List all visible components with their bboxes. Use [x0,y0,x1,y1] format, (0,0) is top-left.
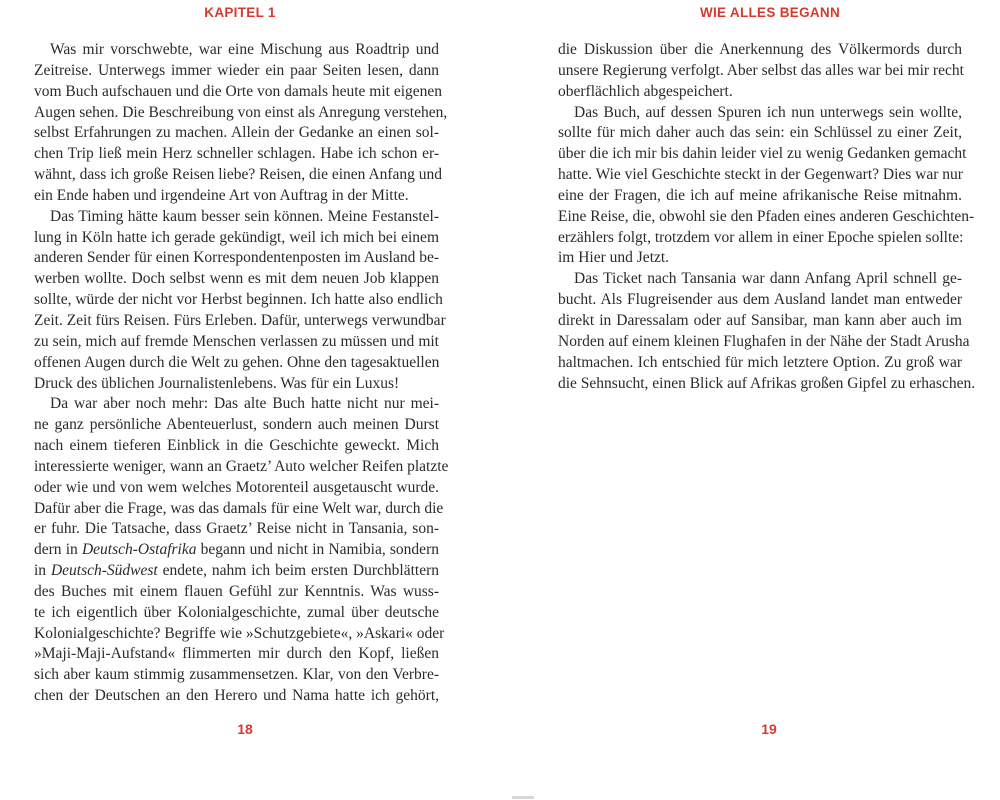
text-line: Was mir vorschwebte, war eine Mischung aus Roadtrip und [50,41,439,58]
paragraph [558,40,962,103]
text-line: nach einem tieferen Einblick in die Geschichte geweckt. Mich [34,437,439,455]
text-line: wähnt, dass ich große Reisen liebe? Reisen, die einen Anfang und [34,166,443,184]
text-line: direkt in Daressalam oder auf Sansibar, man kann aber auch im [558,311,962,329]
text-line: Augen sehen. Die Beschreibung von einst als Anregung verstehen, [34,103,448,121]
text-line: Eine Reise, die, obwohl sie den Pfaden eines anderen Geschichten- [558,207,975,225]
text-line: eine der Fragen, die ich auf meine afrikanische Reise mitnahm. [558,186,962,204]
text-line: erzählers folgt, trotzdem vor allem in einer Epoche spielen sollte: [558,228,964,246]
text-line: zu sein, mich auf fremde Menschen verlassen zu müssen und mit [34,332,439,350]
text-line: chen der Deutschen an den Herero und Nama hatte ich gehört, [34,687,439,705]
text-line: vom Buch aufschauen und die Orte von damals heute mit eigenen [34,82,443,100]
text-line: haltmachen. Ich entschied für mich letztere Option. Zu groß war [558,353,962,371]
text-line: die Sehnsucht, einen Blick auf Afrikas großen Gipfel zu erhaschen. [558,374,976,392]
paragraph [558,269,976,394]
page-number-left: 18 [237,721,253,737]
text-line: Das Buch, auf dessen Spuren ich nun unterwegs sein wollte, [574,103,962,121]
paragraph [34,207,446,395]
page-divider-handle [512,796,534,799]
text-line: hatte. Wie viel Geschichte steckt in der Gegenwart? Dies war nur [558,166,963,184]
text-line: selbst Erfahrungen zu machen. Allein der Gedanke an einen sol- [34,124,439,142]
text-line: dern in Deutsch-Ostafrika begann und nicht in Namibia, sondern [34,541,439,559]
text-line: lung in Köln hatte ich gerade gekündigt, weil ich mich bei einem [34,228,439,246]
text-line: im Hier und Jetzt. [558,249,670,267]
text-line: sich aber kaum stimmig zusammensetzen. Klar, von den Verbre- [34,666,439,684]
text-line: bucht. Als Flugreisender aus dem Ausland landet man entweder [558,291,962,309]
text-line: interessierte weniger, wann an Graetz’ Auto welcher Reifen platzte [34,457,449,475]
text-line: Druck des üblichen Journalistenlebens. Was für ein Luxus! [34,374,400,392]
text-line: »Maji-Maji-Aufstand« flimmerten mir durch den Kopf, ließen [34,645,439,663]
text-line: Dafür aber die Frage, was das damals für eine Welt war, durch die [34,499,444,517]
text-line: in Deutsch-Südwest endete, nahm ich beim ersten Durchblättern [34,562,439,580]
text-line: sollte für mich daher auch das sein: ein Schlüssel zu einer Zeit, [558,124,962,142]
paragraph [34,394,449,707]
text-line: werben wollte. Doch selbst wenn es mit dem neuen Job klappen [34,270,439,288]
text-line: unsere Regierung verfolgt. Aber selbst das alles war bei mir recht [558,61,964,79]
paragraph [558,103,975,270]
text-line: ein Ende haben und irgendeine Art von Auftrag in der Mitte. [34,186,409,204]
text-line: des Buches mit einem flauen Gefühl zur Kenntnis. Was wuss- [34,582,439,600]
text-line: Da war aber noch mehr: Das alte Buch hatte nicht nur mei- [50,395,439,413]
text-line: te ich eigentlich über Kolonialgeschichte, zumal über deutsche [34,603,439,621]
text-line: Das Ticket nach Tansania war dann Anfang April schnell ge- [574,270,962,288]
text-line: die Diskussion über die Anerkennung des Völkermords durch [558,41,962,58]
text-line: er fuhr. Die Tatsache, dass Graetz’ Reise nicht in Tansania, son- [34,520,439,538]
text-line: oder wie und von wem welches Motorenteil ausgetauscht wurde. [34,478,439,496]
text-line: über die ich mir bis dahin leider viel zu wenig Gedanken gemacht [558,145,967,163]
text-line: oberflächlich abgespeichert. [558,82,733,100]
text-line: chen Trip ließ mein Herz schneller schlagen. Habe ich schon er- [34,145,439,163]
text-line: anderen Sender für einen Korrespondentenposten im Ausland be- [34,249,440,267]
right-page-body [558,40,976,394]
paragraph [34,40,448,207]
text-line: Kolonialgeschichte? Begriffe wie »Schutzgebiete«, »Askari« oder [34,624,445,642]
text-line: Zeit. Zeit fürs Reisen. Fürs Erleben. Dafür, unterwegs verwundbar [34,311,446,329]
text-line: ne ganz persönliche Abenteuerlust, sondern auch meinen Durst [34,416,439,434]
page-number-right: 19 [761,721,777,737]
text-line: sollte, würde der nicht vor Herbst beginnen. Ich hatte also endlich [34,291,443,309]
text-line: Zeitreise. Unterwegs immer wieder ein paar Seiten lesen, dann [34,61,439,79]
text-line: Norden auf einem kleinen Flughafen in der Nähe der Stadt Arusha [558,332,970,350]
running-head-left: KAPITEL 1 [204,5,276,20]
left-page-body [34,40,449,707]
running-head-right: WIE ALLES BEGANN [699,5,841,20]
text-line: Das Timing hätte kaum besser sein können. Meine Festanstel- [50,207,439,225]
text-line: offenen Augen durch die Welt zu gehen. Ohne den tagesaktuellen [34,353,440,371]
